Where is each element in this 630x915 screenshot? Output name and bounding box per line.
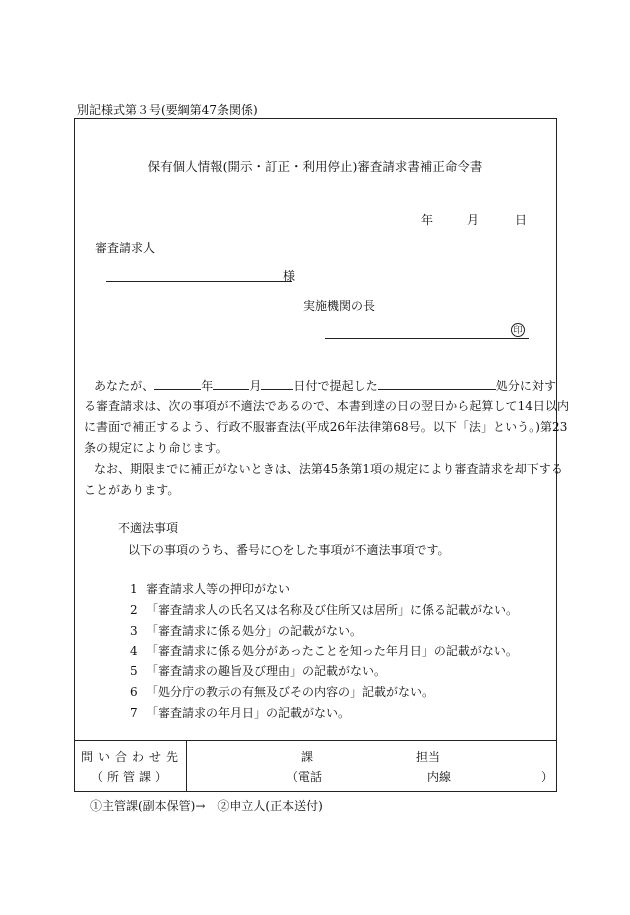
- defect-item[interactable]: [130, 622, 362, 639]
- defect-number: 2: [130, 603, 138, 617]
- person-in-charge-label: 担当: [416, 750, 441, 764]
- defect-number: 4: [130, 644, 138, 658]
- body-line-1: [94, 377, 556, 394]
- agency-head-name-field[interactable]: [325, 338, 529, 339]
- addressee-suffix: 様: [283, 269, 296, 283]
- body-year-label: 年: [201, 379, 214, 393]
- extension-label: 内線: [427, 770, 452, 784]
- agency-label: 実施機関の長: [303, 299, 376, 313]
- body-disposition-suffix: 処分に対す: [495, 379, 557, 393]
- body-line-4: 条の規定により命じます。: [84, 441, 228, 455]
- date-day-label: 日: [515, 213, 528, 227]
- defect-item[interactable]: [130, 642, 518, 659]
- defect-item[interactable]: [130, 704, 350, 721]
- defect-text: 審査請求人等の押印がない: [146, 582, 291, 596]
- contact-column-divider: [186, 740, 187, 792]
- defect-text: 「審査請求に係る処分があったことを知った年月日」の記載がない。: [146, 644, 518, 658]
- date-year-label: 年: [421, 213, 434, 227]
- body-month-label: 月: [249, 379, 262, 393]
- distribution-note: ①主管課(副本保管)→ ②申立人(正本送付): [90, 799, 323, 813]
- addressee-name-field[interactable]: [106, 281, 292, 282]
- defect-item[interactable]: [130, 683, 434, 700]
- document-title: 保有個人情報(開示・訂正・利用停止)審査請求書補正命令書: [147, 159, 483, 174]
- contact-label: 問い合わせ先: [81, 750, 184, 764]
- defects-heading: 不適法事項: [118, 521, 179, 535]
- date-month-label: 月: [467, 213, 480, 227]
- body-line-6: ことがあります。: [84, 483, 180, 497]
- defect-text: 「審査請求の年月日」の記載がない。: [146, 706, 351, 720]
- body-line-3: に書面で補正するよう、行政不服審査法(平成26年法律第68号。以下「法」という。)第23: [84, 420, 568, 434]
- disposition-blank[interactable]: [378, 377, 496, 390]
- form-code: 別記様式第３号(要綱第47条関係): [77, 103, 258, 117]
- defect-text: 「処分庁の教示の有無及びその内容の」記載がない。: [146, 685, 435, 699]
- defect-text: 「審査請求人の氏名又は名称及び住所又は居所」に係る記載がない。: [146, 603, 519, 617]
- contact-section-label: （所管課）: [90, 770, 171, 784]
- defects-intro: 以下の事項のうち、番号に○をした事項が不適法事項です。: [128, 543, 450, 557]
- defect-number: 5: [130, 664, 138, 678]
- section-label: 課: [301, 750, 314, 764]
- contact-divider: [74, 740, 557, 741]
- examinee-label: 審査請求人: [95, 241, 156, 255]
- defect-text: 「審査請求に係る処分」の記載がない。: [146, 624, 363, 638]
- body-prefix: あなたが、: [94, 379, 155, 393]
- defect-number: 1: [130, 582, 138, 596]
- body-line-5: なお、期限までに補正がないときは、法第45条第1項の規定により審査請求を却下する: [94, 462, 563, 476]
- defect-text: 「審査請求の趣旨及び理由」の記載がない。: [146, 664, 387, 678]
- defect-number: 7: [130, 706, 138, 720]
- month-blank[interactable]: [213, 377, 249, 390]
- year-blank[interactable]: [154, 377, 201, 390]
- defect-number: 3: [130, 624, 138, 638]
- phone-close-paren: ）: [541, 770, 554, 784]
- defect-item[interactable]: [130, 662, 386, 679]
- body-line-2: る審査請求は、次の事項が不適法であるので、本書到達の日の翌日から起算して14日以内: [84, 399, 570, 413]
- body-date-suffix: 日付で提起した: [293, 379, 378, 393]
- phone-label: （電話: [286, 770, 323, 784]
- defect-item[interactable]: [130, 601, 518, 618]
- seal-icon: 印: [511, 323, 525, 337]
- defect-item[interactable]: [130, 580, 290, 597]
- defect-number: 6: [130, 685, 138, 699]
- day-blank[interactable]: [261, 377, 293, 390]
